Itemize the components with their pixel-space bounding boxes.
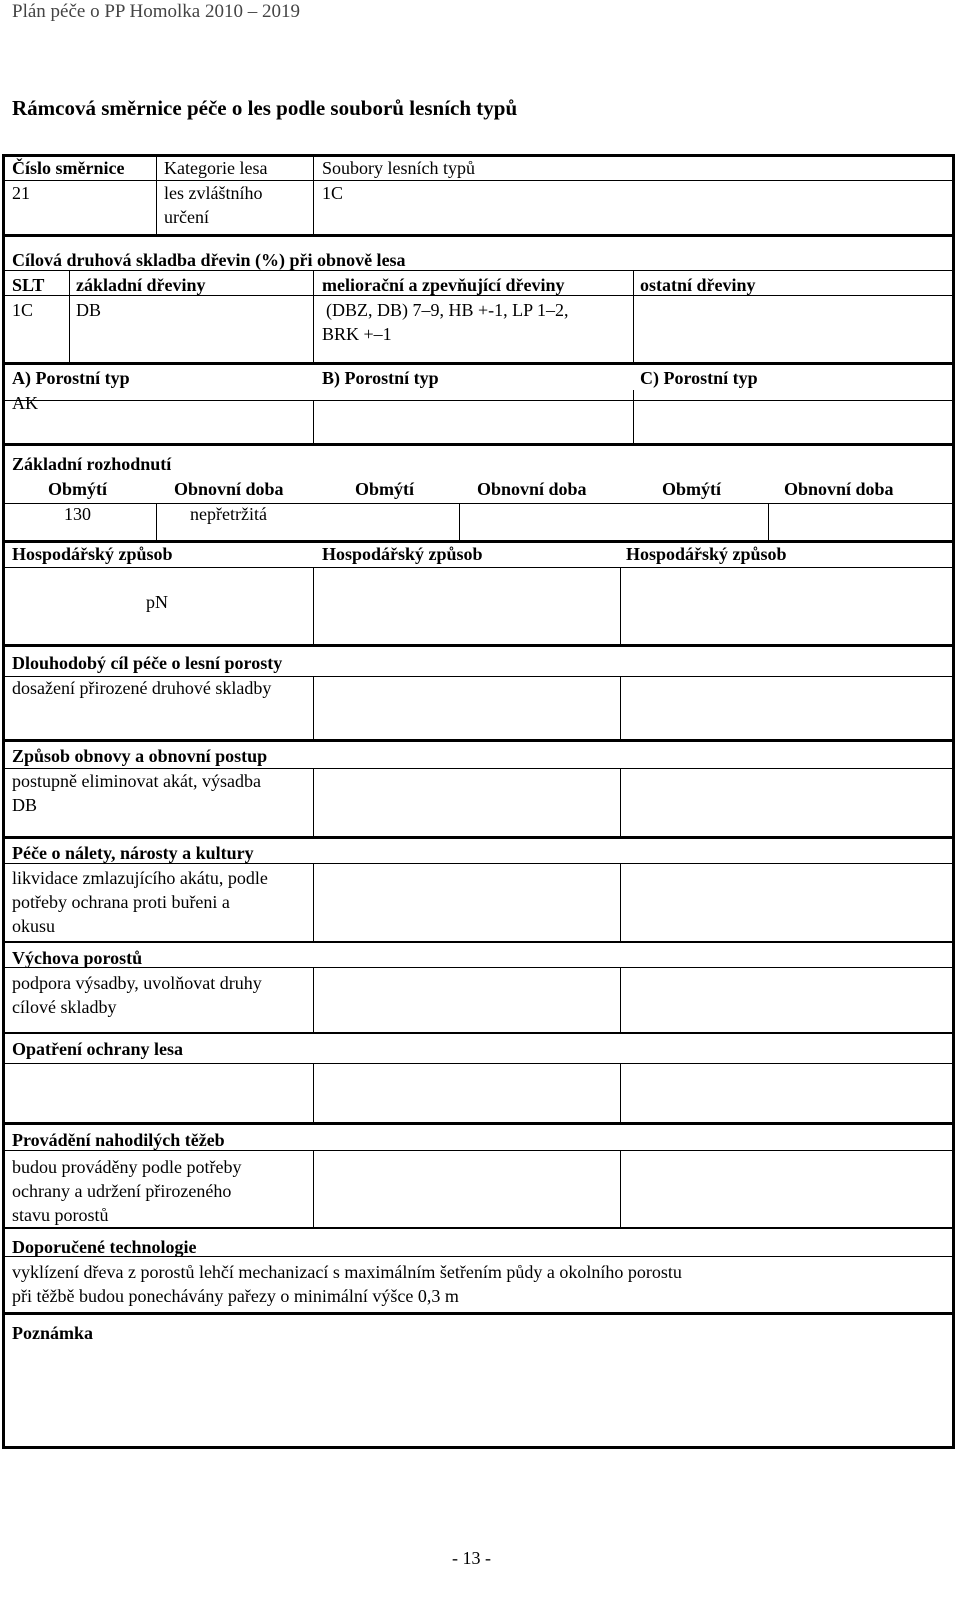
melioracni-dreviny-value-line1: (DBZ, DB) 7–9, HB +-1, LP 1–2, xyxy=(326,300,569,320)
hospodarsky-zpusob-c: Hospodářský způsob xyxy=(626,544,787,564)
header-soubory-lesnich-typu: Soubory lesních typů xyxy=(322,158,475,178)
porostni-typ-a-value: AK xyxy=(12,393,38,413)
separator-poznamka xyxy=(5,1312,952,1315)
separator-vychova xyxy=(5,941,952,943)
col-line xyxy=(313,270,314,362)
zakladni-rozhodnuti-title: Základní rozhodnutí xyxy=(12,454,172,474)
col-line xyxy=(620,1150,621,1227)
obnovni-doba-header-c: Obnovní doba xyxy=(784,479,894,499)
vychova-porostu-text-line2: cílové skladby xyxy=(12,997,117,1017)
row-line xyxy=(5,1063,952,1064)
pece-o-nalety-text-line2: potřeby ochrana proti buřeni a xyxy=(12,892,230,912)
obmyti-header-c: Obmýtí xyxy=(662,479,722,499)
separator-porostni xyxy=(5,362,952,365)
technologie-text-line2: při těžbě budou ponechávány pařezy o minimální výšce 0,3 m xyxy=(12,1286,459,1306)
technologie-title: Doporučené technologie xyxy=(12,1237,197,1257)
col-line xyxy=(768,503,769,540)
zpusob-obnovy-title: Způsob obnovy a obnovní postup xyxy=(12,746,268,766)
porostni-typ-b: B) Porostní typ xyxy=(322,368,439,388)
hospodarsky-zpusob-b: Hospodářský způsob xyxy=(322,544,483,564)
obnovni-doba-header-a: Obnovní doba xyxy=(174,479,284,499)
header-kategorie-lesa: Kategorie lesa xyxy=(164,158,268,178)
separator-pece xyxy=(5,836,952,839)
nahodile-tezby-text-line3: stavu porostů xyxy=(12,1205,109,1225)
pece-o-nalety-title: Péče o nálety, nárosty a kultury xyxy=(12,843,254,863)
col-line xyxy=(313,863,314,941)
zakladni-dreviny-value: DB xyxy=(76,300,102,320)
porostni-typ-c: C) Porostní typ xyxy=(640,368,758,388)
kategorie-lesa-value-line1: les zvláštního xyxy=(164,183,263,203)
hospodarsky-zpusob-value: pN xyxy=(146,592,168,612)
col-line xyxy=(313,567,314,644)
poznamka-title: Poznámka xyxy=(12,1323,93,1343)
document-title: Rámcová směrnice péče o les podle souborů lesních typů xyxy=(12,96,518,120)
separator-cil xyxy=(5,644,952,647)
col-line xyxy=(313,1063,314,1122)
col-line xyxy=(69,270,70,362)
hospodarsky-zpusob-a: Hospodářský způsob xyxy=(12,544,173,564)
header-ostatni-dreviny: ostatní dřeviny xyxy=(640,275,756,295)
nahodile-tezby-text-line2: ochrany a udržení přirozeného xyxy=(12,1181,232,1201)
obmyti-value-a: 130 xyxy=(64,504,91,524)
col-line xyxy=(313,157,314,234)
page-number: - 13 - xyxy=(452,1548,491,1568)
obnovni-doba-value-a: nepřetržitá xyxy=(190,504,267,524)
row-line xyxy=(5,503,952,504)
cil-pece-text: dosažení přirozené druhové skladby xyxy=(12,678,272,698)
cislo-smernice-value: 21 xyxy=(12,183,30,203)
zpusob-obnovy-text-line2: DB xyxy=(12,795,38,815)
obmyti-header-a: Obmýtí xyxy=(48,479,108,499)
row-line xyxy=(5,567,952,568)
header-slt: SLT xyxy=(12,275,45,295)
col-line xyxy=(620,1063,621,1122)
header-zakladni-dreviny: základní dřeviny xyxy=(76,275,206,295)
header-cislo-smernice: Číslo směrnice xyxy=(12,158,125,178)
row-line xyxy=(5,400,952,401)
row-line xyxy=(5,180,952,181)
soubory-lesnich-typu-value: 1C xyxy=(322,183,344,203)
cil-pece-title: Dlouhodobý cíl péče o lesní porosty xyxy=(12,653,283,673)
col-line xyxy=(620,967,621,1032)
kategorie-lesa-value-line2: určení xyxy=(164,207,209,227)
vychova-porostu-title: Výchova porostů xyxy=(12,948,143,968)
header-melioracni-dreviny: meliorační a zpevňující dřeviny xyxy=(322,275,565,295)
nahodile-tezby-title: Provádění nahodilých těžeb xyxy=(12,1130,225,1150)
obnovni-doba-header-b: Obnovní doba xyxy=(477,479,587,499)
vychova-porostu-text-line1: podpora výsadby, uvolňovat druhy xyxy=(12,973,262,993)
col-line xyxy=(313,967,314,1032)
col-line xyxy=(620,567,621,644)
col-line xyxy=(620,676,621,739)
col-line xyxy=(156,503,157,540)
species-title: Cílová druhová skladba dřevin (%) při obnově lesa xyxy=(12,250,406,270)
separator-obnova xyxy=(5,739,952,742)
page-header: Plán péče o PP Homolka 2010 – 2019 xyxy=(12,1,300,22)
nahodile-tezby-text-line1: budou prováděny podle potřeby xyxy=(12,1157,242,1177)
col-line xyxy=(633,270,634,362)
col-line xyxy=(620,863,621,941)
col-line xyxy=(620,768,621,836)
obmyti-header-b: Obmýtí xyxy=(355,479,415,499)
col-line xyxy=(313,676,314,739)
zpusob-obnovy-text-line1: postupně eliminovat akát, výsadba xyxy=(12,771,261,791)
col-line xyxy=(459,503,460,540)
col-line xyxy=(633,390,634,443)
separator-zakladni xyxy=(5,443,952,446)
slt-value: 1C xyxy=(12,300,34,320)
porostni-typ-a: A) Porostní typ xyxy=(12,368,130,388)
technologie-text-line1: vyklízení dřeva z porostů lehčí mechanizací s maximálním šetřením půdy a okolního porostu xyxy=(12,1262,682,1282)
opatreni-ochrany-title: Opatření ochrany lesa xyxy=(12,1039,183,1059)
row-line xyxy=(5,967,952,968)
pece-o-nalety-text-line3: okusu xyxy=(12,916,56,936)
col-line xyxy=(313,400,314,443)
melioracni-dreviny-value-line2: BRK +–1 xyxy=(322,324,392,344)
separator-ochrana xyxy=(5,1032,952,1034)
col-line xyxy=(313,768,314,836)
col-line xyxy=(156,157,157,234)
separator-species xyxy=(5,234,952,237)
col-line xyxy=(313,1150,314,1227)
separator-technologie xyxy=(5,1227,952,1229)
separator-nahodile xyxy=(5,1122,952,1125)
pece-o-nalety-text-line1: likvidace zmlazujícího akátu, podle xyxy=(12,868,268,888)
